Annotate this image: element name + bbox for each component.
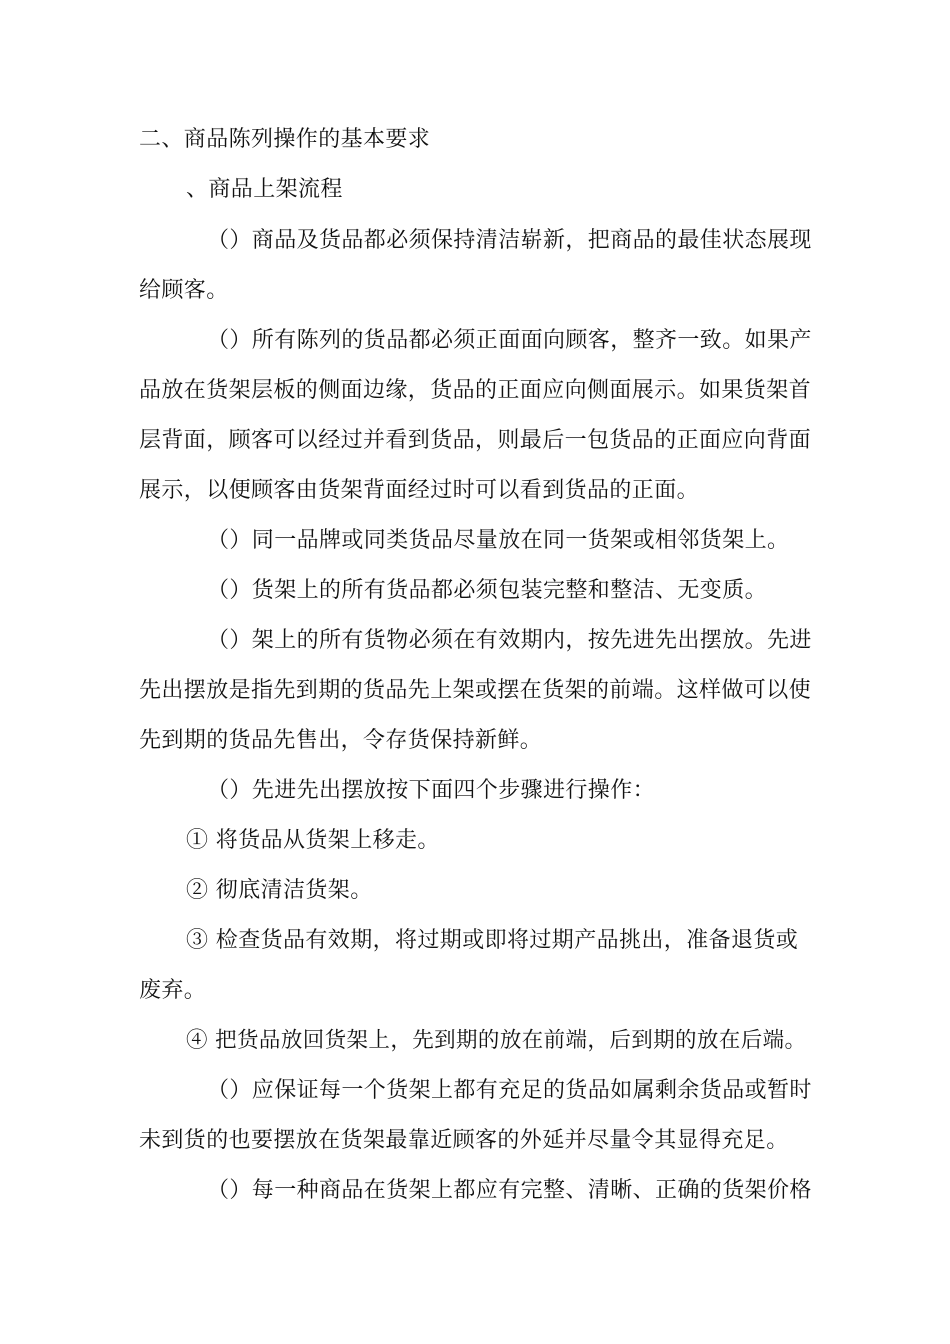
paragraph-line: 先到期的货品先售出，令存货保持新鲜。 xyxy=(139,728,543,753)
paragraph-line: （）应保证每一个货架上都有充足的货品如属剩余货品或暂时 xyxy=(207,1078,812,1103)
list-item: ② 彻底清洁货架。 xyxy=(186,878,373,903)
paragraph-line: 废弃。 xyxy=(139,978,207,1003)
list-item: ① 将货品从货架上移走。 xyxy=(186,828,440,853)
paragraph-line: （）先进先出摆放按下面四个步骤进行操作： xyxy=(207,778,656,803)
paragraph-line: 未到货的也要摆放在货架最靠近顾客的外延并尽量令其显得充足。 xyxy=(139,1128,789,1153)
paragraph-line: 层背面，顾客可以经过并看到货品，则最后一包货品的正面应向背面 xyxy=(139,428,812,453)
paragraph-line: 展示，以便顾客由货架背面经过时可以看到货品的正面。 xyxy=(139,478,700,503)
paragraph-line: （）所有陈列的货品都必须正面面向顾客，整齐一致。如果产 xyxy=(207,328,812,353)
paragraph-line: （）同一品牌或同类货品尽量放在同一货架或相邻货架上。 xyxy=(207,528,790,553)
paragraph-line: （）货架上的所有货品都必须包装完整和整洁、无变质。 xyxy=(207,578,768,603)
section-heading: 二、商品陈列操作的基本要求 xyxy=(139,127,431,152)
paragraph-line: （）每一种商品在货架上都应有完整、清晰、正确的货架价格 xyxy=(207,1178,812,1203)
subsection-heading: 、商品上架流程 xyxy=(186,177,343,202)
list-item: ④ 把货品放回货架上，先到期的放在前端，后到期的放在后端。 xyxy=(186,1028,807,1053)
paragraph-line: 品放在货架层板的侧面边缘，货品的正面应向侧面展示。如果货架首 xyxy=(139,378,812,403)
paragraph-line: 先出摆放是指先到期的货品先上架或摆在货架的前端。这样做可以使 xyxy=(139,678,812,703)
list-item: ③ 检查货品有效期，将过期或即将过期产品挑出，准备退货或 xyxy=(186,928,799,953)
paragraph-line: （）商品及货品都必须保持清洁崭新，把商品的最佳状态展现 xyxy=(207,228,812,253)
paragraph-line: （）架上的所有货物必须在有效期内，按先进先出摆放。先进 xyxy=(207,628,812,653)
paragraph-line: 给顾客。 xyxy=(139,278,229,303)
